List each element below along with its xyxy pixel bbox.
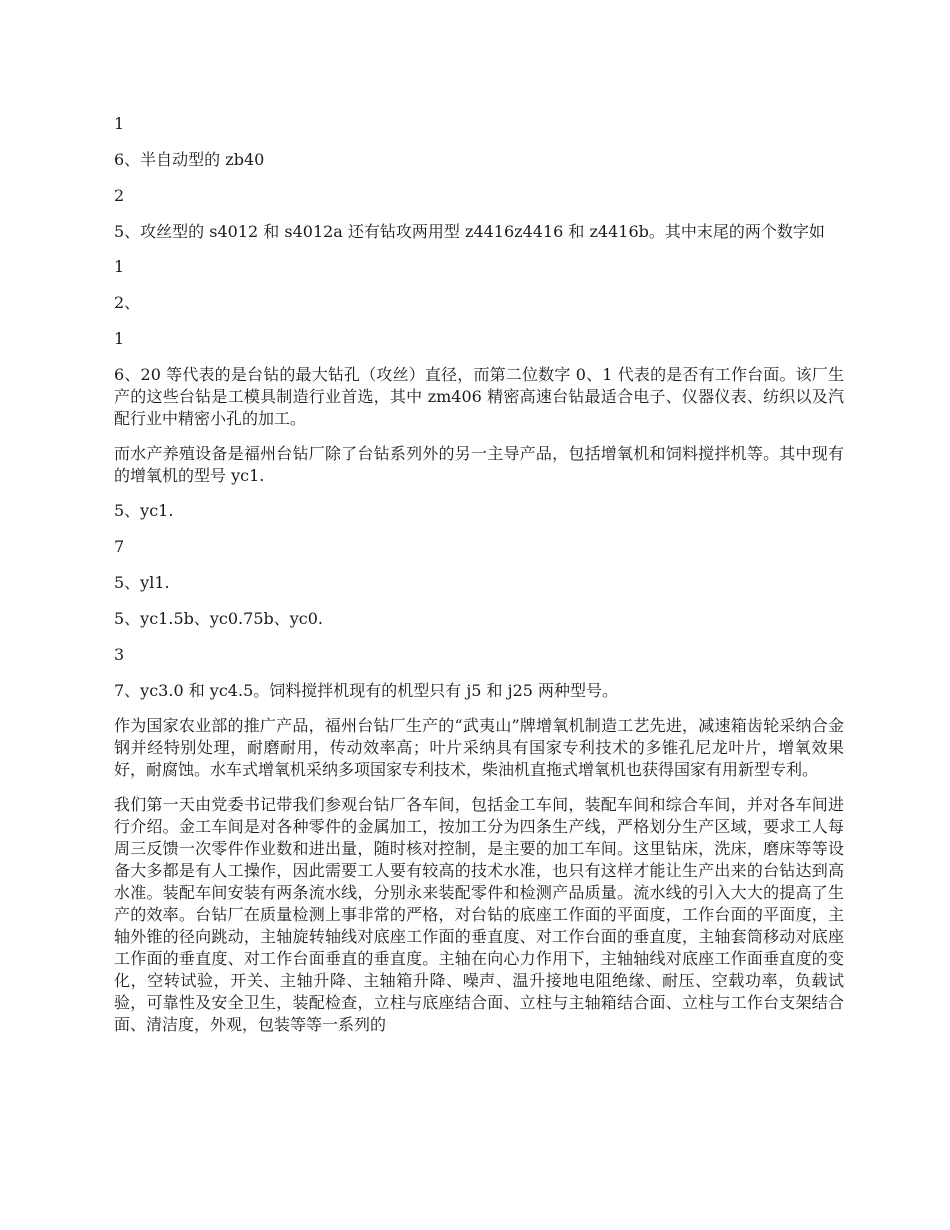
paragraph-7: 1 <box>114 329 125 348</box>
paragraph-14: 3 <box>114 645 125 664</box>
paragraph-10: 5、yc1. <box>114 501 174 520</box>
paragraph-11: 7 <box>114 537 125 556</box>
paragraph-16: 作为国家农业部的推广产品，福州台钻厂生产的“武夷山”牌增氧机制造工艺先进，减速箱齿轮采纳合金钢并经特别处理，耐磨耐用，传动效率高；叶片采纳具有国家专利技术的多锥孔尼龙叶片，增氧效果好，耐腐蚀。水车式增氧机采纳多项国家专利技术，柴油机直拖式增氧机也获得国家有用新型专利。 <box>114 716 844 779</box>
paragraph-3: 2 <box>114 186 125 205</box>
paragraph-4: 5、攻丝型的 s4012 和 s4012a 还有钻攻两用型 z4416z4416 和 z4416b。其中末尾的两个数字如 <box>114 222 825 241</box>
paragraph-5: 1 <box>114 257 125 276</box>
document-page <box>114 113 844 1049</box>
paragraph-17: 我们第一天由党委书记带我们参观台钻厂各车间，包括金工车间，装配车间和综合车间，并对各车间进行介绍。金工车间是对各种零件的金属加工，按加工分为四条生产线，严格划分生产区域，要求工人每周三反馈一次零件作业数和进出量，随时核对控制，是主要的加工车间。这里钻床，洗床，磨床等等设备大多都是有人工操作，因此需要工人要有较高的技术水准，也只有这样才能让生产出来的台钻达到高水准。装配车间安装有两条流水线，分别永来装配零件和检测产品质量。流水线的引入大大的提高了生产的效率。台钻厂在质量检测上事非常的严格，对台钻的底座工作面的平面度，工作台面的平面度，主轴外锥的径向跳动，主轴旋转轴线对底座工作面的垂直度、对工作台面的垂直度，主轴套筒移动对底座工作面的垂直度、对工作台面垂直的垂直度。主轴在向心力作用下，主轴轴线对底座工作面垂直度的变化，空转试验，开关、主轴升降、主轴箱升降、噪声、温升接地电阻绝缘、耐压、空载功率，负载试验，可靠性及安全卫生，装配检查，立柱与底座结合面、立柱与主轴箱结合面、立柱与工作台支架结合面、清洁度，外观，包装等等一系列的 <box>114 795 844 1034</box>
paragraph-9: 而水产养殖设备是福州台钻厂除了台钻系列外的另一主导产品，包括增氧机和饲料搅拌机等。其中现有的增氧机的型号 yc1. <box>114 444 844 485</box>
paragraph-2: 6、半自动型的 zb40 <box>114 150 265 169</box>
paragraph-1: 1 <box>114 114 125 133</box>
paragraph-8: 6、20 等代表的是台钻的最大钻孔（攻丝）直径，而第二位数字 0、1 代表的是否有工作台面。该厂生产的这些台钻是工模具制造行业首选，其中 zm406 精密高速台钻最适合电子、仪器仪表、纺织以及汽配行业中精密小孔的加工。 <box>114 365 844 428</box>
paragraph-12: 5、yl1. <box>114 573 170 592</box>
paragraph-6: 2、 <box>114 293 141 312</box>
paragraph-13: 5、yc1.5b、yc0.75b、yc0. <box>114 609 324 628</box>
paragraph-15: 7、yc3.0 和 yc4.5。饲料搅拌机现有的机型只有 j5 和 j25 两种型号。 <box>114 681 619 700</box>
